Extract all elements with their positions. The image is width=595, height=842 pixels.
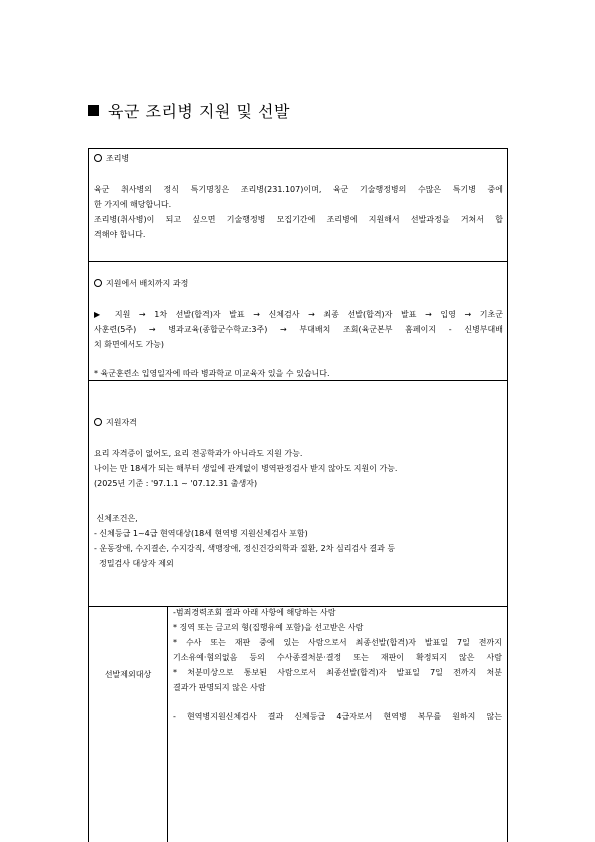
paragraph-line: 육군 취사병의 정식 특기명칭은 조리병(231.107)이며, 육군 기술행정병의 수많은 특기병 중에 [94,185,503,194]
section-process [88,261,508,380]
paragraph-line: ▶ 지원 → 1차 선발(합격)자 발표 → 신체검사 → 최종 선발(합격)자 발표 → 입영 → 기초군 [94,310,503,319]
circle-bullet-icon [94,279,102,287]
paragraph-line: 조리병(취사병)이 되고 싶으면 기술행정병 모집기간에 조리병에 지원해서 선발과정을 거쳐서 합 [94,215,503,224]
table-cell-line: * 처분미상으로 통보된 사람으로서 최종선발(합격)자 발표일 7일 전까지 처분 [173,668,502,677]
table-cell-line: 기소유예·혐의없음 등의 수사종결처분·결정 또는 재판이 확정되지 않은 사람 [173,653,502,662]
table-cell-line: -범죄경력조회 결과 아래 사항에 해당하는 사람 [173,608,336,617]
section-heading [94,278,503,290]
paragraph-line: 요리 자격증이 없어도, 요리 전공학과가 아니라도 지원 가능. [94,449,303,458]
section-exclusion-table [88,606,508,842]
section-heading [94,153,503,165]
paragraph-line: 격해야 합니다. [94,230,146,239]
section-heading-text: 조리병 [106,154,130,163]
section-heading-text: 지원자격 [106,418,137,427]
section-eligibility [88,380,508,606]
paragraph-line: 치 화면에서도 가능) [94,340,165,349]
table-label: 선발제외대상 [104,670,152,679]
circle-bullet-icon [94,418,102,426]
section-heading [94,417,503,429]
section-heading-text: 지원에서 배치까지 과정 [106,279,189,288]
table-cell-line: * 징역 또는 금고의 형(집행유예 포함)을 선고받은 사람 [173,623,364,632]
table-cell-line: * 수사 또는 재판 중에 있는 사람으로서 최종선발(합격)자 발표일 7일 전까지 [173,638,502,647]
section-cook-soldier [88,148,508,261]
paragraph-line: - 운동장애, 수지결손, 수지강직, 색맹장애, 정신건강의학과 질환, 2차 심리검사 결과 등 [94,544,396,553]
paragraph-line: 사훈련(5주) → 병과교육(종합군수학교:3주) → 부대배치 조회(육군본부 홈페이지 - 신병부대배 [94,325,503,334]
paragraph-line: 정밀검사 대상자 제외 [94,559,174,568]
page-title [88,99,290,122]
page-title-text: 육군 조리병 지원 및 선발 [108,102,290,121]
square-bullet-icon [88,105,99,116]
table-cell-line: - 현역병지원신체검사 결과 신체등급 4급자로서 현역병 복무를 원하지 않는 [173,712,502,721]
paragraph-line: (2025년 기준 : '97.1.1 ~ '07.12.31 출생자) [94,479,258,488]
paragraph-line: - 신체등급 1~4급 현역대상(18세 현역병 지원신체검사 포함) [94,529,308,538]
paragraph-line: 신체조건은, [94,514,138,523]
paragraph-line: 한 가지에 해당합니다. [94,200,172,209]
table-cell-line: 결과가 판명되지 않은 사람 [173,683,266,692]
note-line: * 육군훈련소 입영일자에 따라 병과학교 미교육자 있을 수 있습니다. [94,369,330,378]
circle-bullet-icon [94,154,102,162]
table-label-cell [89,607,168,842]
paragraph-line: 나이는 만 18세가 되는 해부터 생일에 관계없이 병역판정검사 받지 않아도 지원이 가능. [94,464,398,473]
